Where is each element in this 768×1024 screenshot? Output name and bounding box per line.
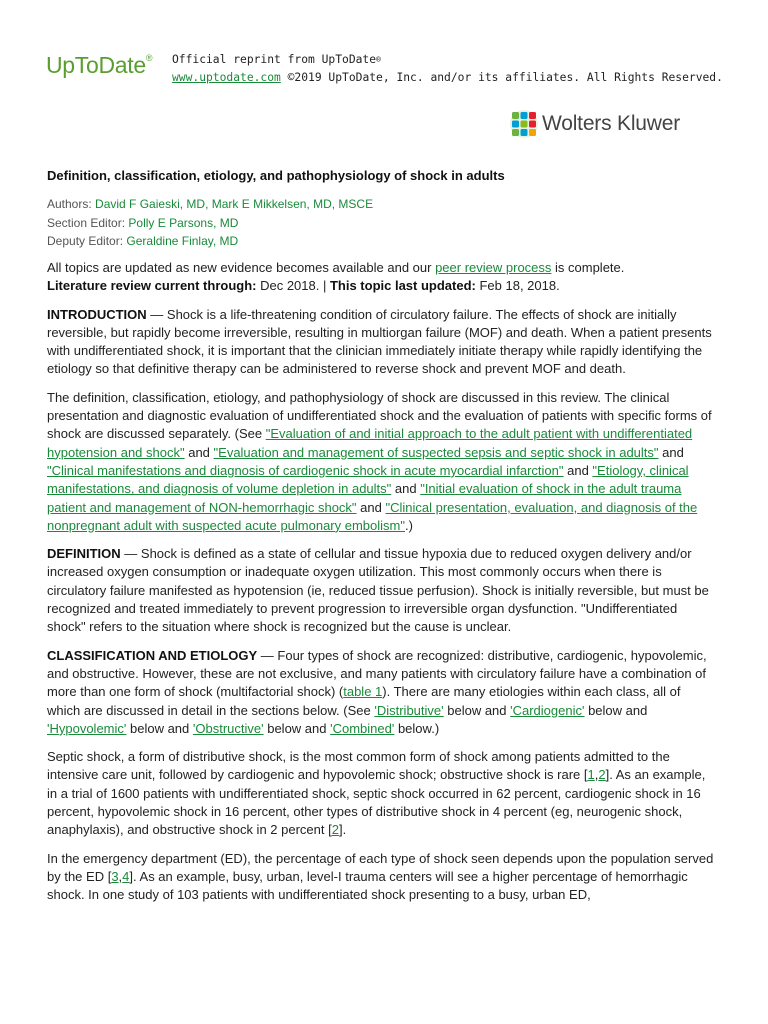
uptodate-logo[interactable]	[46, 52, 152, 79]
link-undifferentiated-hypotension[interactable]: "Evaluation of and initial approach to the adult patient with undifferentiated hypotension and shock"	[47, 426, 693, 460]
conjunction: and	[391, 481, 421, 497]
introduction-paragraph	[47, 306, 717, 379]
ref-separator: ,	[594, 767, 599, 783]
reference-link-2[interactable]: 2	[598, 767, 606, 783]
below-text: below and	[584, 702, 648, 718]
definition-heading: DEFINITION	[47, 546, 121, 562]
classification-text: — Four types of shock are recognized: distributive, cardiogenic, hypovolemic, and obstructive. However, these are not exclusive, and many patients with circulatory failure have a combination of more than one form of shock (multifactorial shock) (	[47, 647, 707, 700]
wolters-kluwer-logo	[509, 108, 680, 140]
authors-line	[47, 195, 373, 214]
scope-end: .)	[405, 517, 413, 533]
conjunction: and	[184, 444, 214, 460]
definition-paragraph	[47, 545, 717, 636]
copyright-line	[172, 69, 723, 87]
reference-link-1[interactable]: 1	[587, 767, 595, 783]
logo-registered-mark: ®	[145, 53, 153, 63]
septic-text-2: ]. As an example, in a trial of 1600 patients with undifferentiated shock, septic shock occurred in 62 percent, cardiogenic shock in 16 percent, hypovolemic shock in 16 percent, other types of distributive shock in 4 percent (eg, neurogenic shock, anaphylaxis), and obstructive shock in 2 percent [	[47, 767, 706, 838]
classification-paragraph	[47, 647, 717, 738]
reprint-header	[46, 48, 726, 90]
conjunction: and	[563, 462, 593, 478]
update-notice	[47, 259, 717, 296]
link-combined[interactable]: 'Combined'	[330, 720, 395, 736]
scope-paragraph	[47, 389, 717, 535]
link-table-1[interactable]: table 1	[343, 684, 383, 700]
reference-link-3[interactable]: 3	[111, 868, 119, 884]
lit-review-value: Dec 2018. |	[256, 278, 330, 294]
introduction-heading: INTRODUCTION	[47, 306, 147, 322]
classification-heading: CLASSIFICATION AND ETIOLOGY	[47, 647, 258, 663]
classification-text-2: ). There are many etiologies within each class, all of which are discussed in detail in the sections below. (See	[47, 684, 681, 718]
reference-link-2b[interactable]: 2	[331, 822, 339, 838]
below-text: below and	[443, 702, 511, 718]
article-body	[47, 259, 717, 915]
conjunction: and	[356, 499, 386, 515]
publisher-name: Wolters Kluwer	[542, 112, 681, 135]
link-pulmonary-embolism[interactable]: "Clinical presentation, evaluation, and diagnosis of the nonpregnant adult with suspected acute pulmonary embolism"	[47, 499, 698, 533]
ed-text-2: ]. As an example, busy, urban, level-I trauma centers will see a higher percentage of hemorrhagic shock. In one study of 103 patients with undifferentiated shock presenting to a busy, urban ED,	[47, 868, 688, 903]
update-text-end: is complete.	[551, 260, 625, 275]
authors-label: Authors:	[47, 197, 92, 211]
below-text: below and	[263, 720, 331, 736]
septic-text: Septic shock, a form of distributive shock, is the most common form of shock among patients admitted to the intensive care unit, followed by cardiogenic and hypovolemic shock; obstructive shock is rare [	[47, 749, 670, 783]
section-editor-label: Section Editor:	[47, 215, 126, 230]
peer-review-link[interactable]: peer review process	[435, 260, 552, 275]
septic-shock-paragraph	[47, 748, 717, 839]
link-trauma-shock[interactable]: "Initial evaluation of shock in the adult trauma patient and management of NON-hemorrhagic shock"	[47, 481, 682, 515]
reference-link-4[interactable]: 4	[122, 868, 130, 884]
link-sepsis-septic-shock[interactable]: "Evaluation and management of suspected sepsis and septic shock in adults"	[213, 444, 659, 460]
septic-end: ].	[338, 822, 347, 838]
deputy-editor-link[interactable]: Geraldine Finlay, MD	[126, 234, 239, 248]
section-editor-link[interactable]: Polly E Parsons, MD	[128, 215, 239, 230]
link-distributive[interactable]: 'Distributive'	[374, 702, 444, 718]
article-credits	[47, 195, 373, 251]
section-editor-line	[47, 214, 373, 233]
definition-text: — Shock is defined as a state of cellular and tissue hypoxia due to reduced oxygen delivery and/or increased oxygen consumption or inadequate oxygen utilization. This most commonly occurs when there is circulatory failure manifested as hypotension (ie, reduced tissue perfusion). Shock is initially reversible, but must be recognized and treated immediately to prevent progression to irreversible organ dysfunction. "Undifferentiated shock" refers to the situation where shock is recognized but the cause is unclear.	[47, 546, 709, 635]
ref-separator: ,	[118, 868, 123, 884]
reprint-notice	[172, 51, 723, 87]
link-cardiogenic[interactable]: 'Cardiogenic'	[510, 702, 585, 718]
reprint-text: Official reprint from UpToDate	[172, 53, 377, 66]
introduction-text: — Shock is a life-threatening condition of circulatory failure. The effects of shock are initially reversible, but rapidly become irreversible, resulting in multiorgan failure (MOF) and death. When a patient presents with undifferentiated shock, it is important that the clinician immediately initiate therapy while rapidly identifying the etiology so that definitive therapy can be administered to reverse shock and prevent MOF and death.	[47, 306, 712, 377]
below-text: below and	[126, 720, 193, 736]
link-cardiogenic-shock-mi[interactable]: "Clinical manifestations and diagnosis of cardiogenic shock in acute myocardial infarction"	[47, 462, 564, 478]
update-text: All topics are updated as new evidence becomes available and our	[47, 260, 436, 275]
logo-text: UpToDate	[46, 52, 146, 78]
article-title: Definition, classification, etiology, and pathophysiology of shock in adults	[47, 168, 505, 183]
last-updated-label: This topic last updated:	[329, 278, 476, 294]
scope-text: The definition, classification, etiology, and pathophysiology of shock are discussed in this review. The clinical presentation and diagnostic evaluation of undifferentiated shock and the evaluation of patients with specific forms of shock are discussed separately. (See	[47, 389, 712, 442]
ed-text: In the emergency department (ED), the percentage of each type of shock seen depends upon the population served by the ED [	[47, 850, 714, 884]
deputy-editor-label: Deputy Editor:	[47, 234, 124, 248]
reprint-line	[172, 51, 723, 69]
emergency-department-paragraph	[47, 850, 717, 905]
registered-mark: ®	[376, 55, 381, 64]
last-updated-value: Feb 18, 2018.	[475, 278, 560, 294]
wolters-kluwer-globe-icon	[509, 109, 539, 139]
link-volume-depletion[interactable]: "Etiology, clinical manifestations, and diagnosis of volume depletion in adults"	[47, 462, 689, 497]
uptodate-url-link[interactable]: www.uptodate.com	[172, 71, 281, 84]
authors-link[interactable]: David F Gaieski, MD, Mark E Mikkelsen, MD, MSCE	[95, 197, 374, 211]
link-hypovolemic[interactable]: 'Hypovolemic'	[47, 720, 127, 736]
conjunction: and	[658, 444, 684, 460]
link-obstructive[interactable]: 'Obstructive'	[192, 720, 264, 736]
classification-end: below.)	[394, 720, 440, 736]
lit-review-label: Literature review current through:	[47, 278, 257, 294]
deputy-editor-line	[47, 232, 373, 251]
copyright-text: ©2019 UpToDate, Inc. and/or its affiliates. All Rights Reserved.	[280, 71, 723, 84]
